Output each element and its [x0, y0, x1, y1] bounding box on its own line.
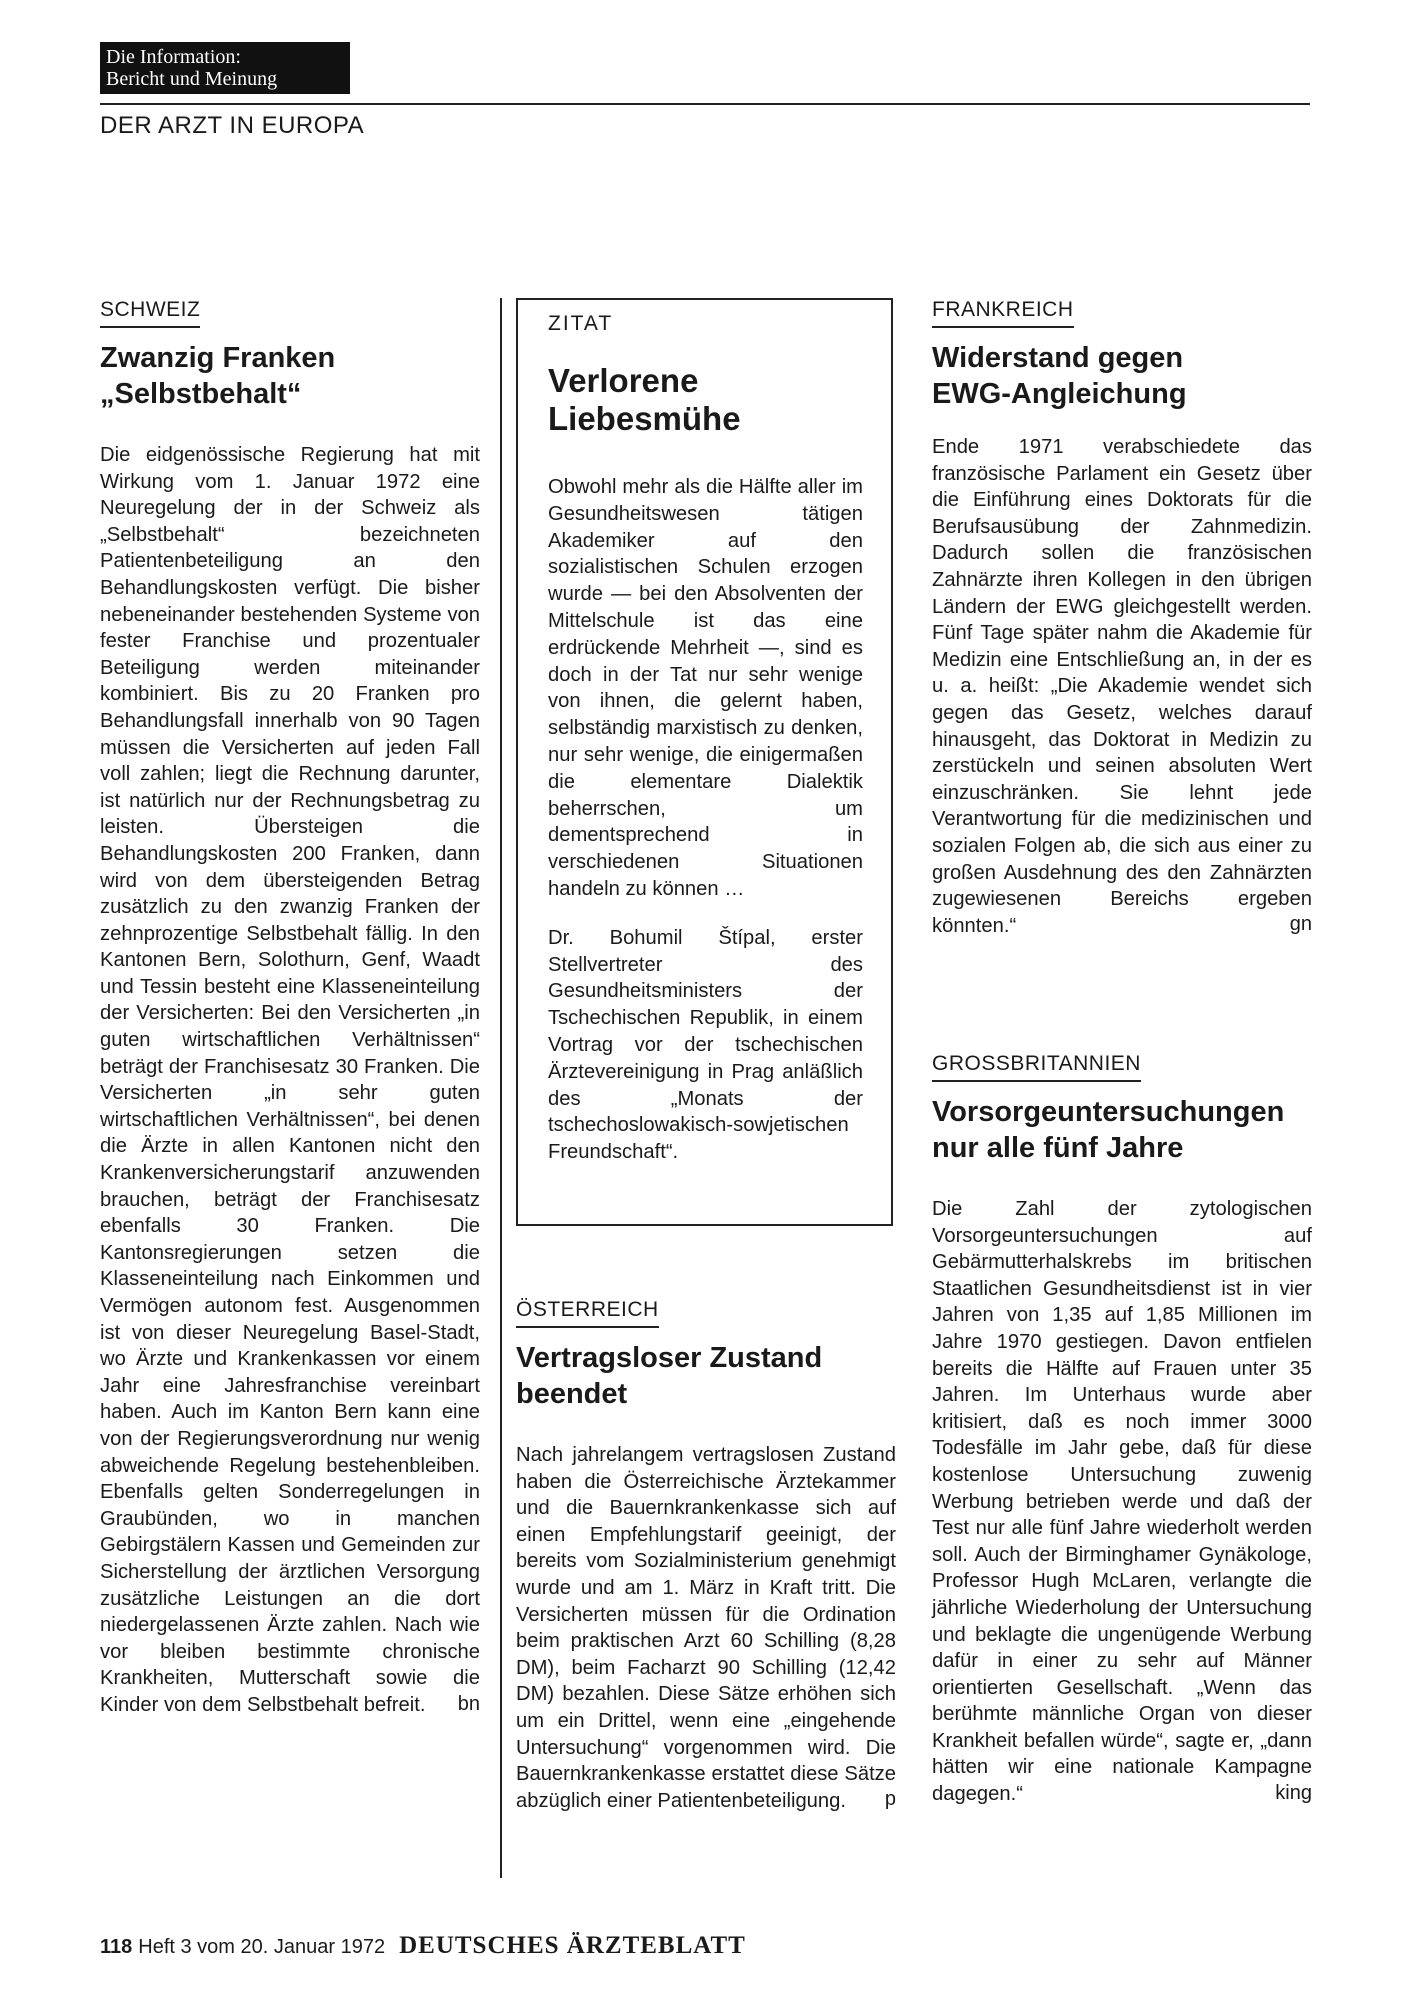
article-schweiz: [100, 298, 480, 1716]
article-kicker: SCHWEIZ: [100, 298, 200, 328]
article-headline: Widerstand gegen EWG-Angleichung: [932, 342, 1187, 410]
page-footer: [100, 1932, 746, 1960]
page-number: 118: [100, 1936, 133, 1958]
article-kicker: ÖSTERREICH: [516, 1298, 659, 1328]
article-grossbritannien: [932, 1052, 1312, 1805]
rubric-badge: [100, 42, 350, 94]
article-headline: Zwanzig Franken „Selbstbehalt“: [100, 342, 336, 410]
quote-source: Dr. Bohumil Štípal, erster Stellvertreter des Gesundheitsministers der Tschechischen Republik, in einem Vortrag vor der tschechischen Ärztevereinigung in Prag anläßlich des „Monats der tschechoslowakisch-sowjetischen Freundschaft“.: [548, 926, 863, 1164]
article-body: Die eidgenössische Regierung hat mit Wirkung vom 1. Januar 1972 eine Neuregelung der in der Schweiz als „Selbstbehalt“ bezeichneten Patientenbeteiligung an den Behandlungskosten verfügt. Die bisher nebeneinander bestehenden Systeme von fester Franchise und prozentualer Beteiligung werden miteinander kombiniert. Bis zu 20 Franken pro Behandlungsfall innerhalb von 90 Tagen müssen die Versicherten auf jeden Fall voll zahlen; liegt die Rechnung darunter, ist natürlich nur der Rechnungsbetrag zu leisten. Übersteigen die Behandlungskosten 200 Franken, dann wird von dem übersteigenden Betrag zusätzlich zu den zwanzig Franken der zehnprozentige Selbstbehalt fällig. In den Kantonen Bern, Solothurn, Genf, Waadt und Tessin besteht eine Klasseneinteilung der Versicherten: Bei den Versicherten „in guten wirtschaftlichen Verhältnissen“ beträgt der Franchisesatz 30 Franken. Die Versicherten „in sehr guten wirtschaftlichen Verhältnissen“, bei denen die Ärzte in allen Kantonen nicht den Krankenversicherungstarif anzuwenden brauchen, beträgt der Franchisesatz ebenfalls 30 Franken. Die Kantonsregierungen setzen die Klasseneinteilung nach Einkommen und Vermögen autonom fest. Ausgenommen ist von dieser Neuregelung Basel-Stadt, wo Ärzte und Krankenkassen vor einem Jahr eine Jahresfranchise vereinbart haben. Auch im Kanton Bern kann eine von der Regierungsverordnung nur wenig abweichende Regelung bestehenbleiben. Ebenfalls gelten Sonderregelungen in Graubünden, wo in manchen Gebirgstälern Kassen und Gemeinden zur Sicherstellung der ärztlichen Versorgung zusätzliche Leistungen an die dort niedergelassenen Ärzte zahlen. Nach wie vor bleiben bestimmte chronische Krankheiten, Mutterschaft sowie die Kinder von dem Selbstbehalt befreit.: [100, 444, 480, 1716]
article-kicker: GROSSBRITANNIEN: [932, 1052, 1141, 1082]
badge-line-1: Die Information:: [106, 46, 241, 68]
article-body: Ende 1971 verabschiedete das französische Parlament ein Gesetz über die Einführung eines Doktorats für die Berufsausübung der Zahnmedizin. Dadurch sollen die französischen Zahnärzte ihren Kollegen in den übrigen Ländern der EWG gleichgestellt werden. Fünf Tage später nahm die Akademie für Medizin eine Entschließung an, in der es u. a. heißt: „Die Akademie wendet sich gegen das Gesetz, welches darauf hinausgeht, das Doktorat in Medizin zu zerstückeln und seinen absoluten Wert einzuschränken. Sie lehnt jede Verantwortung für die medizinischen und sozialen Folgen ab, die sich aus einer zu großen Ausdehnung des den Zahnärzten zugewiesenen Bereichs ergeben könnten.“: [932, 436, 1312, 937]
article-oesterreich: [516, 1298, 896, 1811]
article-kicker: FRANKREICH: [932, 298, 1074, 328]
article-headline: Vorsorgeuntersuchungen nur alle fünf Jahre: [932, 1096, 1285, 1164]
author-initials: gn: [1289, 913, 1312, 936]
journal-masthead: DEUTSCHES ÄRZTEBLATT: [399, 1932, 746, 1959]
article-body: Die Zahl der zytologischen Vorsorgeuntersuchungen auf Gebärmutterhalskrebs im britischen Staatlichen Gesundheitsdienst ist in vier Jahren von 1,35 auf 1,85 Millionen im Jahre 1970 gestiegen. Davon entfielen bereits die Hälfte auf Frauen unter 35 Jahren. Im Unterhaus wurde aber kritisiert, daß es noch immer 3000 Todesfälle im Jahr gebe, daß für diese kostenlose Untersuchung zuwenig Werbung betrieben werde und daß der Test nur alle fünf Jahre wiederholt werden soll. Auch der Birminghamer Gynäkologe, Professor Hugh McLaren, verlangte die jährliche Wiederholung der Untersuchung und beklagte die ungenügende Werbung dafür in einer zu sehr auf Männer orientierten Gesellschaft. „Wenn das berühmte männliche Organ von dieser Krankheit befallen würde“, sagte er, „dann hätten wir eine nationale Kampagne dagegen.“: [932, 1198, 1312, 1806]
article-headline: Vertragsloser Zustand beendet: [516, 1342, 823, 1410]
author-initials: p: [884, 1788, 896, 1811]
article-frankreich: [932, 298, 1312, 936]
article-body: Nach jahrelangem vertragslosen Zustand haben die Österreichische Ärztekammer und die Bauernkrankenkasse sich auf einen Empfehlungstarif geeinigt, der bereits vom Sozialministerium genehmigt wurde und am 1. März in Kraft tritt. Die Versicherten müssen für die Ordination beim praktischen Arzt 60 Schilling (8,28 DM), beim Facharzt 90 Schilling (12,42 DM) bezahlen. Diese Sätze erhöhen sich um ein Drittel, wenn eine „eingehende Untersuchung“ vorgenommen wird. Die Bauernkrankenkasse erstattet diese Sätze abzüglich einer Patientenbeteiligung.: [516, 1444, 896, 1812]
section-title: DER ARZT IN EUROPA: [100, 112, 365, 139]
column-divider: [500, 298, 502, 1878]
header-rule: [100, 103, 1310, 105]
quote-box: [516, 298, 893, 1226]
author-initials: bn: [457, 1692, 480, 1715]
quote-text: Obwohl mehr als die Hälfte aller im Gesundheitswesen tätigen Akademiker auf den sozialistischen Schulen erzogen wurde — bei den Absolventen der Mittelschule ist das eine erdrückende Mehrheit —, sind es doch in der Tat nur sehr wenige von ihnen, die gelernt haben, selbständig marxistisch zu denken, nur sehr wenige, die einigermaßen die elementare Dialektik beherrschen, um dementsprechend in verschiedenen Situationen handeln zu können …: [548, 476, 863, 900]
badge-line-2: Bericht und Meinung: [106, 68, 278, 90]
issue-info: Heft 3 vom 20. Januar 1972: [138, 1936, 386, 1958]
quote-title: Verlorene Liebesmühe: [548, 362, 741, 437]
quote-label: ZITAT: [548, 312, 614, 335]
author-initials: king: [1275, 1781, 1312, 1804]
